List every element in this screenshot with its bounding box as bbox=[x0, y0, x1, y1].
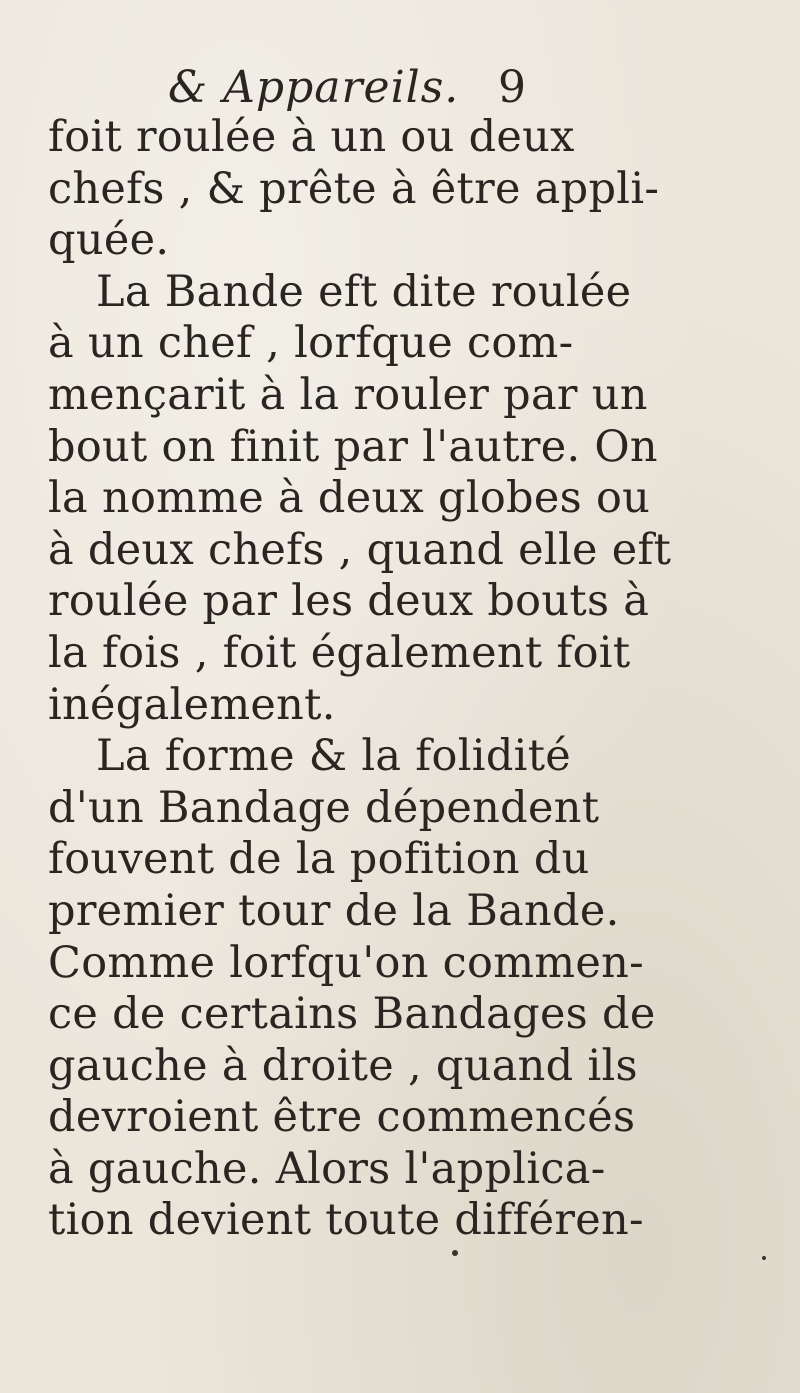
text-line: inégalement. bbox=[48, 679, 336, 730]
text-line: d'un Bandage dépendent bbox=[48, 782, 600, 833]
ink-speck bbox=[762, 1256, 766, 1260]
page-number: 9 bbox=[498, 62, 526, 113]
text-line: quée. bbox=[48, 215, 170, 266]
text-line: à gauche. Alors l'applica- bbox=[48, 1143, 606, 1194]
body-text bbox=[48, 112, 768, 1247]
text-line: la fois , foit également foit bbox=[48, 627, 631, 678]
text-line: foit roulée à un ou deux bbox=[48, 112, 575, 162]
text-line: la nomme à deux globes ou bbox=[48, 473, 651, 524]
text-line: fouvent de la pofition du bbox=[48, 834, 590, 885]
text-line: ce de certains Bandages de bbox=[48, 989, 656, 1040]
text-line: tion devient toute différen- bbox=[48, 1195, 644, 1246]
text-line: Comme lorfqu'on commen- bbox=[48, 937, 644, 988]
text-line: La Bande eft dite roulée bbox=[96, 266, 632, 317]
text-line: premier tour de la Bande. bbox=[48, 885, 620, 936]
text-line: à deux chefs , quand elle eft bbox=[48, 524, 672, 575]
text-line: mençarit à la rouler par un bbox=[48, 369, 648, 420]
text-line: roulée par les deux bouts à bbox=[48, 576, 650, 627]
text-line: La forme & la folidité bbox=[96, 731, 572, 782]
text-line: chefs , & prête à être appli- bbox=[48, 163, 660, 214]
ink-speck bbox=[452, 1250, 458, 1256]
text-line: gauche à droite , quand ils bbox=[48, 1040, 638, 1091]
running-title: & Appareils. bbox=[168, 62, 460, 113]
text-line: devroient être commencés bbox=[48, 1092, 636, 1143]
text-line: bout on finit par l'autre. On bbox=[48, 421, 658, 472]
text-line: à un chef , lorfque com- bbox=[48, 318, 574, 369]
